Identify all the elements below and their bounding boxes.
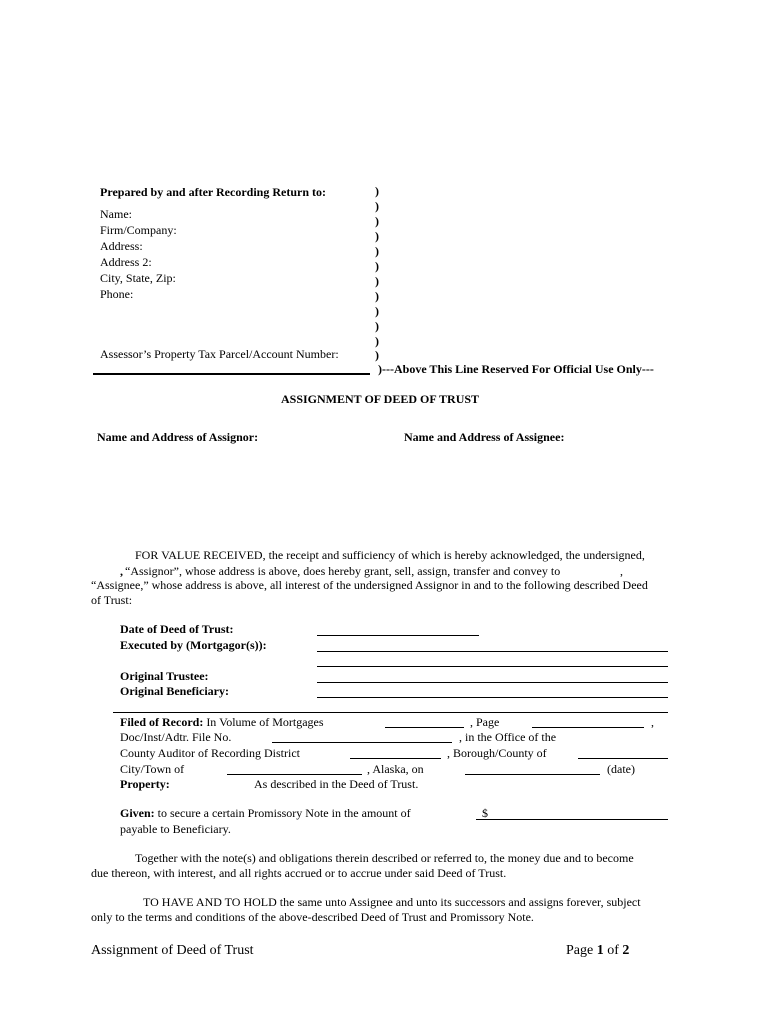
together-line1: Together with the note(s) and obligations therein described or referred to, the money due and to become	[135, 851, 634, 865]
filed-of-record-row	[120, 714, 324, 730]
payable-text: payable to Beneficiary.	[120, 822, 231, 836]
assignee-comma: ,	[620, 564, 623, 578]
paren: )	[375, 348, 379, 362]
given-label: Given:	[120, 806, 155, 820]
paren: )	[375, 229, 379, 243]
beneficiary-line	[317, 697, 668, 698]
recording-district-line	[350, 758, 441, 759]
page-indicator	[566, 943, 629, 959]
given-row	[120, 805, 411, 821]
trustee-line	[317, 682, 668, 683]
paren: )	[375, 184, 379, 198]
page-text: , Page	[470, 715, 500, 729]
assignee-label: Name and Address of Assignee:	[404, 430, 565, 444]
habendum-line2: only to the terms and conditions of the above-described Deed of Trust and Promissory Note.	[91, 910, 534, 924]
beneficiary-label: Original Beneficiary:	[120, 684, 229, 698]
paren: )	[375, 244, 379, 258]
assignor-label: Name and Address of Assignor:	[97, 430, 259, 444]
together-line2: due thereon, with interest, and all rights accrued or to accrue under said Deed of Trust.	[91, 866, 507, 880]
paren: )	[375, 304, 379, 318]
alaska-text: , Alaska, on	[367, 762, 424, 776]
paren: )	[375, 319, 379, 333]
paren: )	[375, 199, 379, 213]
of-word: of	[603, 943, 623, 958]
parcel-number-label: Assessor’s Property Tax Parcel/Account Number:	[100, 347, 339, 361]
executed-by-line	[317, 651, 668, 652]
section-divider-line	[113, 712, 668, 713]
volume-line	[385, 727, 464, 728]
given-text: to secure a certain Promissory Note in the amount of	[154, 806, 411, 820]
name-field-label: Name:	[100, 207, 132, 221]
firm-field-label: Firm/Company:	[100, 223, 177, 237]
property-label: Property:	[120, 777, 170, 791]
city-state-zip-field-label: City, State, Zip:	[100, 271, 176, 285]
property-text: As described in the Deed of Trust.	[254, 777, 419, 791]
assignor-comma: ,	[120, 564, 123, 578]
habendum-line1: TO HAVE AND TO HOLD the same unto Assignee and unto its successors and assigns forever, subject	[143, 895, 641, 909]
borough-line	[578, 758, 668, 759]
dollar-sign: $	[482, 806, 488, 820]
address2-field-label: Address 2:	[100, 255, 152, 269]
page-comma: ,	[651, 715, 654, 729]
paren: )	[375, 259, 379, 273]
page-word: Page	[566, 943, 597, 958]
page-total: 2	[622, 943, 630, 958]
volume-text: In Volume of Mortgages	[203, 715, 324, 729]
trustee-label: Original Trustee:	[120, 669, 209, 683]
address-field-label: Address:	[100, 239, 143, 253]
page-number: 1	[596, 943, 604, 958]
parcel-number-line	[93, 373, 370, 375]
deed-date-line	[317, 635, 479, 636]
page-line	[532, 727, 644, 728]
deed-date-label: Date of Deed of Trust:	[120, 622, 234, 636]
paren: )	[375, 289, 379, 303]
city-town-text: City/Town of	[120, 762, 185, 776]
reserved-line-notice: )---Above This Line Reserved For Official Use Only---	[378, 362, 654, 376]
value-received-line4: of Trust:	[91, 593, 133, 607]
phone-field-label: Phone:	[100, 287, 134, 301]
borough-text: , Borough/County of	[447, 746, 547, 760]
record-date-line	[465, 774, 600, 775]
prepared-by-heading: Prepared by and after Recording Return to:	[100, 185, 326, 199]
paren: )	[375, 214, 379, 228]
doc-file-no-line	[272, 742, 452, 743]
footer-title: Assignment of Deed of Trust	[91, 943, 254, 958]
value-received-line1: FOR VALUE RECEIVED, the receipt and sufficiency of which is hereby acknowledged, the undersigned,	[135, 548, 645, 562]
paren: )	[375, 334, 379, 348]
amount-line	[476, 819, 668, 820]
filed-of-record-label: Filed of Record:	[120, 715, 204, 729]
auditor-text: County Auditor of Recording District	[120, 746, 300, 760]
value-received-line3: “Assignee,” whose address is above, all interest of the undersigned Assignor in and to the following described Deed	[91, 578, 648, 592]
executed-by-label: Executed by (Mortgagor(s)):	[120, 638, 267, 652]
document-title: ASSIGNMENT OF DEED OF TRUST	[281, 392, 480, 406]
doc-file-no-text: Doc/Inst/Adtr. File No.	[120, 730, 232, 744]
executed-by-line-2	[317, 666, 668, 667]
paren: )	[375, 274, 379, 288]
value-received-line2: “Assignor”, whose address is above, does hereby grant, sell, assign, transfer and convey to	[125, 564, 561, 578]
date-text: (date)	[607, 762, 635, 776]
city-town-line	[227, 774, 362, 775]
office-text: , in the Office of the	[459, 730, 557, 744]
